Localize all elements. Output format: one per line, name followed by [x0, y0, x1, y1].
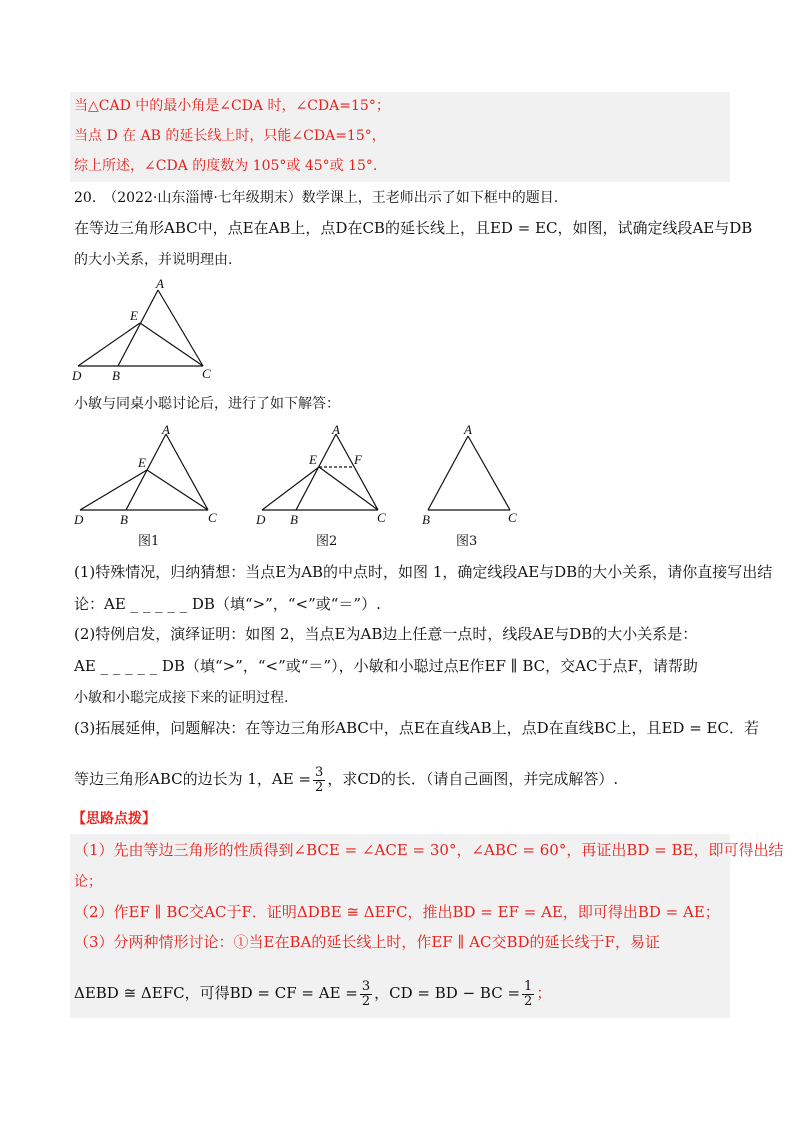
q1-line-2: 论：AE _ _ _ _ _ DB（填“>”，“<”或“＝”）. — [74, 595, 381, 613]
hint-3-text-b: ，CD = BD − BC = — [374, 984, 521, 1002]
fig2-label-e: E — [309, 452, 317, 467]
q3-line-2 — [74, 762, 618, 796]
problem-line-2: 的大小关系，并说明理由. — [74, 252, 233, 268]
q3-line-2-text-b: ，求CD的长．（请自己画图，并完成解答）. — [327, 770, 619, 788]
solution-line-2: 当点 D 在 AB 的延长线上时，只能∠CDA=15°， — [74, 128, 386, 144]
hint-3-fraction-2-denominator: 2 — [524, 993, 533, 1009]
hint-3-line-1: （3）分两种情形讨论：①当E在BA的延长线上时，作EF ∥ AC交BD的延长线于F，易证 — [74, 933, 660, 951]
figure-2 — [250, 422, 400, 532]
q3-fraction — [313, 766, 325, 795]
hint-3-fraction-1-denominator: 2 — [361, 993, 371, 1009]
q3-line-1: (3)拓展延伸，问题解决：在等边三角形ABC中，点E在直线AB上，点D在直线BC上，且ED = EC．若 — [74, 719, 759, 737]
figure-3 — [416, 422, 526, 532]
fig3-label-c: C — [508, 510, 517, 525]
fig1-label-d: D — [74, 512, 84, 527]
label-d: D — [72, 368, 82, 383]
discussion-line: 小敏与同桌小聪讨论后，进行了如下解答： — [74, 396, 340, 412]
fig3-label-b: B — [422, 512, 430, 527]
hint-2: （2）作EF ∥ BC交AC于F．证明ΔDBE ≅ ΔEFC，推出BD = EF = AE，即可得出BD = AE； — [74, 903, 720, 921]
hint-3-fraction-1-numerator: 3 — [361, 978, 371, 994]
fig1-label-a: A — [162, 422, 170, 437]
hint-3-fraction-2-numerator: 1 — [524, 978, 533, 994]
label-c: C — [202, 366, 211, 381]
fig1-label-c: C — [208, 510, 217, 525]
label-b: B — [112, 368, 120, 383]
caption-figure-1: 图1 — [138, 534, 160, 549]
hint-1-line-2: 论； — [74, 874, 102, 890]
q3-line-2-text-a: 等边三角形ABC的边长为 1，AE = — [74, 770, 312, 788]
fig2-label-a: A — [332, 422, 340, 437]
q3-fraction-numerator: 3 — [315, 764, 324, 780]
fig3-label-a: A — [464, 422, 472, 437]
hint-3-text-a: ΔEBD ≅ ΔEFC，可得BD = CF = AE = — [74, 984, 358, 1002]
main-triangle-figure — [68, 278, 228, 388]
q2-line-1: (2)特例启发，演绎证明：如图 2，当点E为AB边上任意一点时，线段AE与DB的大小关系是： — [74, 625, 698, 643]
problem-header: 20. （2022·山东淄博·七年级期末）数学课上，王老师出示了如下框中的题目. — [74, 190, 559, 206]
hint-title: 【思路点拨】 — [72, 811, 156, 827]
figure-1 — [68, 422, 228, 532]
q2-line-2: AE _ _ _ _ _ DB（填“>”，“<”或“＝”），小敏和小聪过点E作EF ∥ BC，交AC于点F，请帮助 — [74, 657, 698, 675]
hint-3-text-c: ； — [536, 984, 552, 1002]
solution-line-1: 当△CAD 中的最小角是∠CDA 时，∠CDA=15°； — [74, 98, 390, 114]
q2-line-3: 小敏和小聪完成接下来的证明过程. — [74, 690, 289, 706]
fig2-label-b: B — [290, 512, 298, 527]
q3-fraction-denominator: 2 — [315, 779, 324, 795]
problem-line-1: 在等边三角形ABC中，点E在AB上，点D在CB的延长线上，且ED = EC，如图，试确定线段AE与DB — [74, 219, 753, 237]
label-e: E — [130, 308, 138, 323]
q1-line-1: (1)特殊情况，归纳猜想：当点E为AB的中点时，如图 1，确定线段AE与DB的大小关系，请你直接写出结 — [74, 563, 773, 581]
solution-line-3: 综上所述，∠CDA 的度数为 105°或 45°或 15°. — [74, 158, 378, 174]
hint-3-line-2 — [74, 976, 551, 1010]
label-a: A — [156, 278, 164, 291]
fig1-label-e: E — [138, 455, 146, 470]
fig2-label-d: D — [256, 512, 266, 527]
fig2-label-f: F — [354, 452, 362, 467]
hint-3-fraction-2 — [522, 980, 534, 1009]
caption-figure-3: 图3 — [456, 534, 478, 549]
fig1-label-b: B — [120, 512, 128, 527]
caption-figure-2: 图2 — [316, 534, 338, 549]
hint-1-line-1: （1）先由等边三角形的性质得到∠BCE = ∠ACE = 30°，∠ABC = 60°，再证出BD = BE，即可得出结 — [74, 841, 784, 859]
hint-3-fraction-1 — [360, 980, 372, 1009]
fig2-label-c: C — [377, 510, 386, 525]
